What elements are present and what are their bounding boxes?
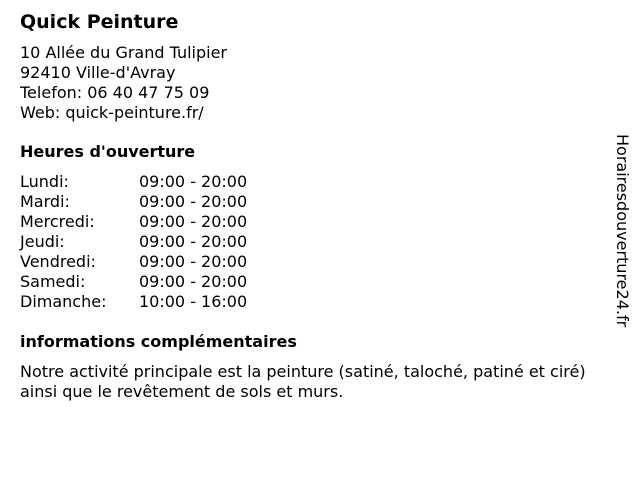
hours-time: 09:00 - 20:00 xyxy=(139,232,248,251)
address-street: 10 Allée du Grand Tulipier xyxy=(20,43,227,62)
hours-time: 09:00 - 20:00 xyxy=(139,212,248,231)
hours-row-tuesday xyxy=(20,192,600,212)
info-text: Notre activité principale est la peinture (satiné, taloché, patiné et ciré) ainsi que le revêtement de sols et murs. xyxy=(20,362,586,401)
hours-row-friday xyxy=(20,252,600,272)
brand-watermark xyxy=(612,134,632,346)
hours-day: Samedi: xyxy=(20,272,86,291)
hours-row-sunday xyxy=(20,292,600,312)
hours-time: 10:00 - 16:00 xyxy=(139,292,248,311)
hours-day: Mardi: xyxy=(20,192,70,211)
business-card xyxy=(20,10,600,402)
hours-day: Vendredi: xyxy=(20,252,96,271)
info-title: informations complémentaires xyxy=(20,332,297,351)
hours-day: Lundi: xyxy=(20,172,69,191)
hours-day: Jeudi: xyxy=(20,232,65,251)
hours-row-saturday xyxy=(20,272,600,292)
hours-row-wednesday xyxy=(20,212,600,232)
hours-title: Heures d'ouverture xyxy=(20,142,196,161)
hours-time: 09:00 - 20:00 xyxy=(139,192,248,211)
hours-table xyxy=(20,172,600,312)
hours-time: 09:00 - 20:00 xyxy=(139,252,248,271)
business-name: Quick Peinture xyxy=(20,11,179,33)
hours-row-thursday xyxy=(20,232,600,252)
address-city: 92410 Ville-d'Avray xyxy=(20,63,176,82)
web-line: Web: quick-peinture.fr/ xyxy=(20,103,204,122)
brand-site-text: Horairesdouverture24.fr xyxy=(613,134,632,328)
address-block xyxy=(20,43,600,123)
hours-time: 09:00 - 20:00 xyxy=(139,272,248,291)
hours-time: 09:00 - 20:00 xyxy=(139,172,248,191)
hours-day: Dimanche: xyxy=(20,292,107,311)
hours-day: Mercredi: xyxy=(20,212,95,231)
phone-line: Telefon: 06 40 47 75 09 xyxy=(20,83,210,102)
hours-row-monday xyxy=(20,172,600,192)
